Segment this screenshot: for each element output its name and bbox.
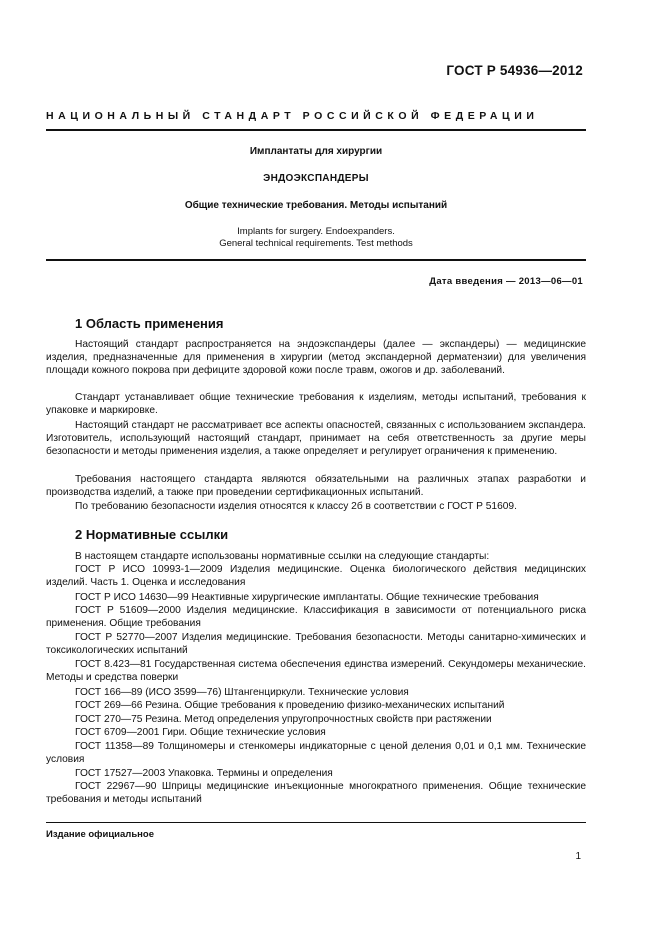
reference-item: ГОСТ 17527—2003 Упаковка. Термины и определения [75, 768, 333, 779]
document-subtitle: Общие технические требования. Методы испытаний [184, 200, 448, 211]
paragraph: В настоящем стандарте использованы нормативные ссылки на следующие стандарты: [75, 551, 490, 562]
reference-item: ГОСТ Р ИСО 10993-1—2009 Изделия медицинские. Оценка биологического действия медицинских изделий. Часть 1. Оценка и исследования [46, 564, 586, 588]
national-standard-banner: НАЦИОНАЛЬНЫЙ СТАНДАРТ РОССИЙСКОЙ ФЕДЕРАЦИИ [46, 110, 539, 122]
header-divider [46, 129, 586, 131]
paragraph: Требования настоящего стандарта являются обязательными на различных этапах разработки и производства изделий, а также при проведении сертификационных испытаний. [46, 474, 586, 498]
reference-item: ГОСТ 166—89 (ИСО 3599—76) Штангенциркули. Технические условия [75, 687, 409, 698]
footer-divider [46, 822, 586, 823]
paragraph: Стандарт устанавливает общие технические требования к изделиям, методы испытаний, требования к упаковке и маркировке. [46, 392, 586, 416]
english-title [46, 226, 586, 250]
official-edition-note: Издание официальное [46, 829, 154, 840]
document-title: ЭНДОЭКСПАНДЕРЫ [263, 173, 369, 184]
reference-item: ГОСТ 270—75 Резина. Метод определения упругопрочностных свойств при растяжении [75, 714, 492, 725]
reference-item: ГОСТ 8.423—81 Государственная система обеспечения единства измерений. Секундомеры механические. Методы и средства поверки [46, 659, 586, 683]
reference-item: ГОСТ 22967—90 Шприцы медицинские инъекционные многократного применения. Общие технические требования и методы испытаний [46, 781, 586, 805]
title-divider [46, 259, 586, 261]
english-title-line-1: Implants for surgery. Endoexpanders. [237, 226, 395, 237]
reference-item: ГОСТ 6709—2001 Гири. Общие технические условия [75, 727, 326, 738]
effective-date: Дата введения — 2013—06—01 [429, 276, 583, 287]
english-title-line-2: General technical requirements. Test methods [219, 238, 413, 249]
reference-item: ГОСТ Р 51609—2000 Изделия медицинские. Классификация в зависимости от потенциального риска применения. Общие требования [46, 605, 586, 629]
reference-item: ГОСТ 269—66 Резина. Общие требования к проведению физико-механических испытаний [75, 700, 505, 711]
paragraph: По требованию безопасности изделия относятся к классу 2б в соответствии с ГОСТ Р 51609. [75, 501, 517, 512]
section-1-heading: 1 Область применения [75, 316, 224, 331]
reference-item: ГОСТ Р ИСО 14630—99 Неактивные хирургические имплантаты. Общие технические требования [75, 592, 539, 603]
section-2-heading: 2 Нормативные ссылки [75, 527, 229, 542]
title-line-1: Имплантаты для хирургии [249, 146, 383, 157]
reference-item: ГОСТ 11358—89 Толщиномеры и стенкомеры индикаторные с ценой деления 0,01 и 0,1 мм. Технические условия [46, 741, 586, 765]
page-number: 1 [575, 851, 581, 862]
paragraph: Настоящий стандарт распространяется на эндоэкспандеры (далее — экспандеры) — медицинские изделия, предназначенные для применения в хирургии (метод экспандерной дерматензии) для увеличения площади кожного покрова при дефиците здоровой кожи после травм, ожогов и др. заболеваний. [46, 339, 586, 376]
document-code: ГОСТ Р 54936—2012 [446, 63, 583, 78]
reference-item: ГОСТ Р 52770—2007 Изделия медицинские. Требования безопасности. Методы санитарно-химических и токсикологических испытаний [46, 632, 586, 656]
paragraph: Настоящий стандарт не рассматривает все аспекты опасностей, связанных с использованием экспандера. Изготовитель, использующий настоящий стандарт, принимает на себя ответственность за другие меры безопасности и методы применения изделия, а также определяет и регулирует ограничения к применению. [46, 420, 586, 457]
